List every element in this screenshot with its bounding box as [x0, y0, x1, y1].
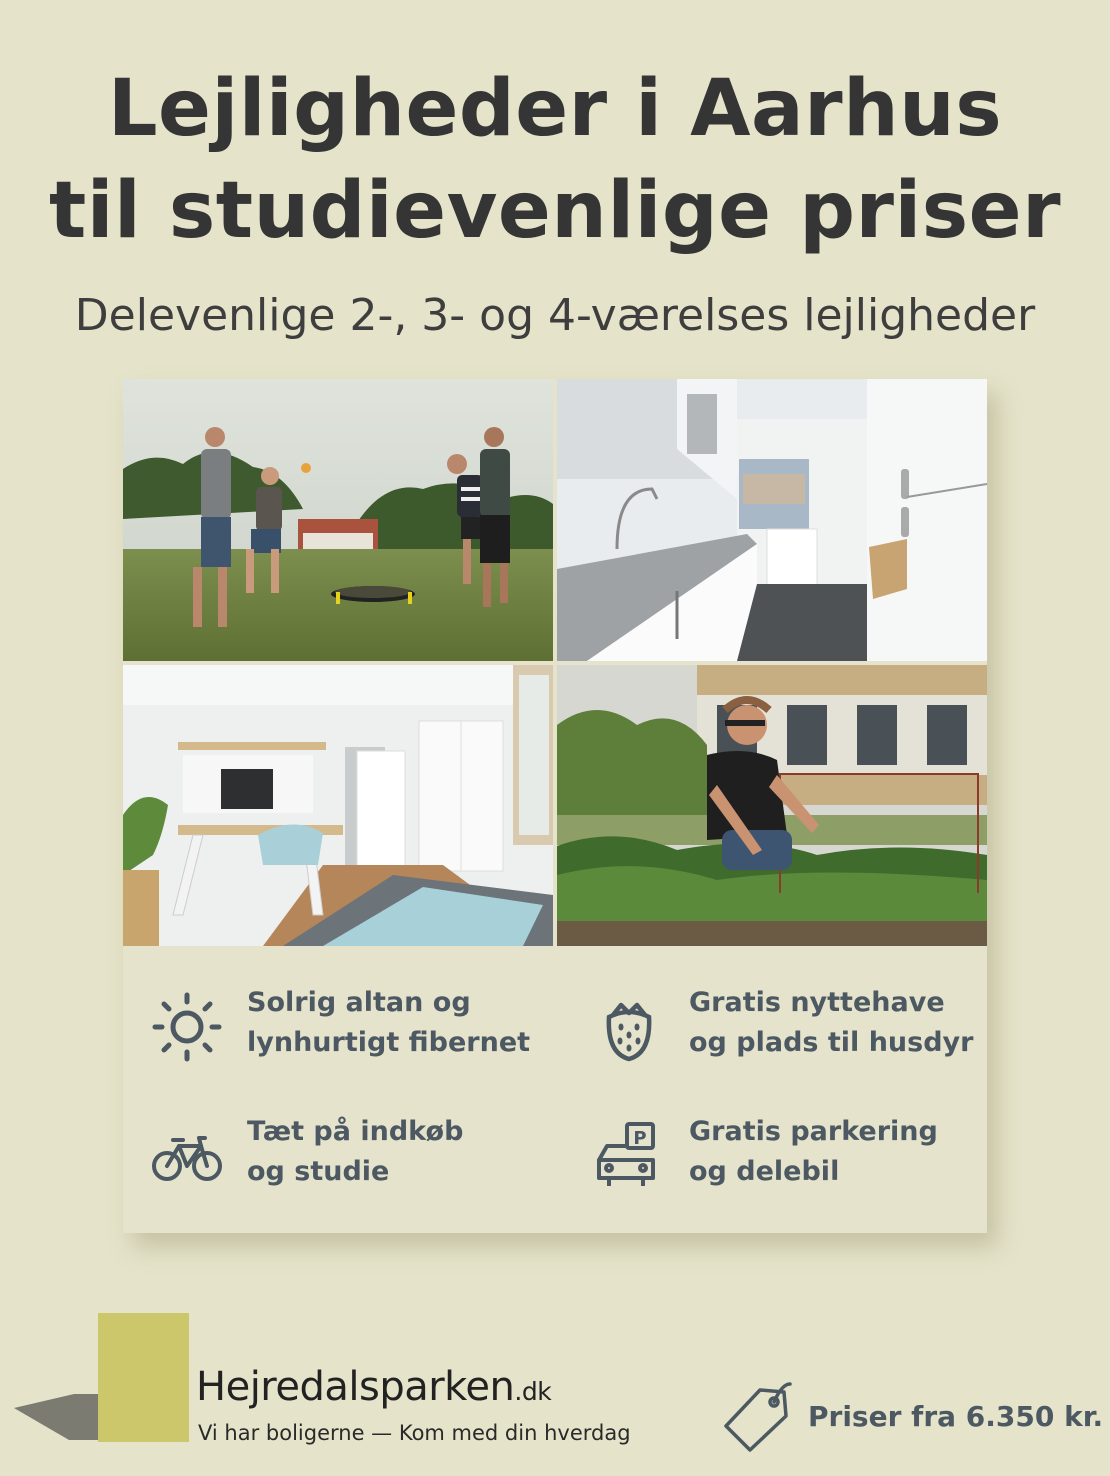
feature-line-2: og delebil	[689, 1156, 840, 1187]
price-tag-icon	[722, 1380, 796, 1452]
kitchen-photo	[557, 379, 987, 661]
strawberry-icon	[593, 991, 665, 1063]
price-text: Priser fra 6.350 kr.	[808, 1400, 1104, 1433]
logo-mark	[98, 1313, 189, 1442]
svg-text:P: P	[633, 1128, 647, 1149]
title-line-2: til studievenlige priser	[48, 166, 1062, 256]
bedroom-photo	[123, 665, 553, 946]
car-parking-icon	[593, 1120, 665, 1192]
brand-slogan: Vi har boligerne — Kom med din hverdag	[198, 1421, 631, 1445]
brand-name	[196, 1364, 551, 1410]
people-playing-spikeball-photo	[123, 379, 553, 661]
feature-line-1: Gratis nyttehave	[689, 987, 945, 1018]
feature-line-1: Solrig altan og	[247, 987, 471, 1018]
page-title	[0, 58, 1110, 262]
logo-shadow-shape	[14, 1392, 104, 1442]
feature-line-1: Gratis parkering	[689, 1116, 938, 1147]
title-line-1: Lejligheder i Aarhus	[107, 64, 1003, 154]
info-card	[123, 379, 987, 1233]
woman-gardening-photo	[557, 665, 987, 946]
brand-tld: .dk	[514, 1377, 552, 1406]
feature-line-1: Tæt på indkøb	[247, 1116, 464, 1147]
page-subtitle: Delevenlige 2-, 3- og 4-værelses lejligheder	[74, 290, 1036, 341]
feature-line-2: og studie	[247, 1156, 390, 1187]
feature-line-2: lynhurtigt fibernet	[247, 1027, 531, 1058]
bicycle-icon	[151, 1120, 223, 1192]
brand-name-text: Hejredalsparken	[196, 1364, 515, 1410]
sun-icon	[151, 991, 223, 1063]
feature-line-2: og plads til husdyr	[689, 1027, 974, 1058]
